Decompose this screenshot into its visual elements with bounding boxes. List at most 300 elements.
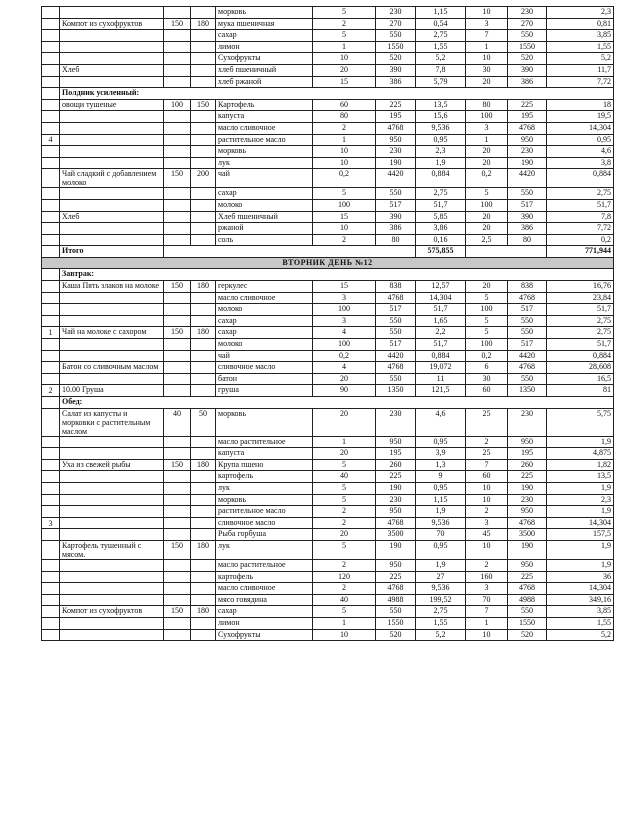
table-row [42,408,614,436]
price-small-cell: 550 [376,315,416,327]
price-small-cell: 80 [376,234,416,246]
cost-large-cell: 7,72 [547,223,614,235]
dish-name-cell [60,436,164,448]
price-small-cell: 190 [376,482,416,494]
dish-name-cell [60,53,164,65]
cost-large-cell: 19,5 [547,111,614,123]
brutto-small-cell: 5 [313,482,376,494]
brutto-large-cell: 0,2 [466,169,508,188]
price-small-cell: 190 [376,157,416,169]
total-small: 575,855 [416,246,466,258]
brutto-small-cell: 15 [313,76,376,88]
cost-large-cell: 3,85 [547,606,614,618]
brutto-large-cell: 70 [466,594,508,606]
output-large-cell [191,64,216,76]
brutto-small-cell: 40 [313,471,376,483]
price-small-cell: 230 [376,146,416,158]
day-number-cell [42,292,60,304]
ingredient-cell: геркулес [216,281,313,293]
ingredient-cell: сахар [216,30,313,42]
cost-small-cell: 11 [416,373,466,385]
price-small-cell: 195 [376,111,416,123]
output-small-cell: 150 [164,18,191,30]
cost-large-cell: 5,75 [547,408,614,436]
price-large-cell: 550 [508,315,547,327]
day-number-cell [42,111,60,123]
ingredient-cell: растительное масло [216,134,313,146]
menu-cost-table [41,6,614,641]
table-row [42,339,614,351]
table-row [42,362,614,374]
cost-small-cell: 0,884 [416,169,466,188]
table-row [42,30,614,42]
day-number-cell [42,529,60,541]
cost-small-cell: 1,3 [416,459,466,471]
total-large: 771,944 [547,246,614,258]
price-large-cell: 386 [508,223,547,235]
ingredient-cell: Хлеб пшеничный [216,211,313,223]
brutto-small-cell: 1 [313,41,376,53]
price-small-cell: 386 [376,76,416,88]
cost-small-cell: 9,536 [416,583,466,595]
price-large-cell: 230 [508,494,547,506]
price-small-cell: 260 [376,459,416,471]
section-row [42,269,614,281]
cost-small-cell: 0,95 [416,134,466,146]
table-row [42,64,614,76]
dish-name-cell [60,234,164,246]
brutto-small-cell: 20 [313,373,376,385]
price-large-cell: 520 [508,629,547,641]
day-number-cell [42,606,60,618]
output-small-cell [164,471,191,483]
output-large-cell [191,471,216,483]
output-small-cell [164,506,191,518]
day-number-cell [42,281,60,293]
price-large-cell: 550 [508,327,547,339]
brutto-large-cell: 10 [466,540,508,559]
output-small-cell [164,146,191,158]
brutto-small-cell: 4 [313,327,376,339]
output-large-cell [191,594,216,606]
price-small-cell: 517 [376,199,416,211]
brutto-small-cell: 60 [313,99,376,111]
cost-small-cell: 2,75 [416,188,466,200]
ingredient-cell: морковь [216,408,313,436]
price-small-cell: 225 [376,99,416,111]
day-number-cell [42,41,60,53]
cost-large-cell: 14,304 [547,122,614,134]
ingredient-cell: мука пшеничная [216,18,313,30]
brutto-large-cell: 20 [466,223,508,235]
price-large-cell: 4768 [508,292,547,304]
output-small-cell [164,448,191,460]
dish-name-cell [60,494,164,506]
day-number-cell [42,246,60,258]
ingredient-cell: батон [216,373,313,385]
price-small-cell: 520 [376,629,416,641]
output-large-cell: 180 [191,18,216,30]
price-small-cell: 3500 [376,529,416,541]
brutto-small-cell: 5 [313,494,376,506]
dish-name-cell [60,594,164,606]
dish-name-cell [60,339,164,351]
output-large-cell [191,304,216,316]
dish-name-cell [60,471,164,483]
brutto-large-cell: 10 [466,494,508,506]
brutto-small-cell: 10 [313,146,376,158]
cost-small-cell: 121,5 [416,385,466,397]
table-row [42,494,614,506]
brutto-large-cell: 60 [466,471,508,483]
brutto-large-cell: 30 [466,373,508,385]
output-small-cell [164,583,191,595]
cost-large-cell: 1,9 [547,436,614,448]
ingredient-cell: соль [216,234,313,246]
cost-large-cell: 2,75 [547,327,614,339]
cost-small-cell: 0,884 [416,350,466,362]
output-large-cell: 180 [191,281,216,293]
brutto-large-cell: 160 [466,571,508,583]
cost-large-cell: 7,72 [547,76,614,88]
dish-name-cell [60,41,164,53]
price-small-cell: 550 [376,188,416,200]
brutto-large-cell: 3 [466,18,508,30]
dish-name-cell [60,223,164,235]
brutto-small-cell: 10 [313,53,376,65]
brutto-large-cell: 7 [466,606,508,618]
brutto-small-cell: 100 [313,339,376,351]
ingredient-cell: масло сливочное [216,292,313,304]
cost-small-cell: 1,55 [416,41,466,53]
brutto-large-cell: 5 [466,327,508,339]
day-number-cell: 1 [42,327,60,339]
price-large-cell: 195 [508,111,547,123]
cost-small-cell: 9,536 [416,122,466,134]
day-number-cell [42,559,60,571]
table-row [42,606,614,618]
price-small-cell: 4768 [376,517,416,529]
price-small-cell: 950 [376,436,416,448]
dish-name-cell [60,373,164,385]
output-small-cell [164,223,191,235]
brutto-large-cell: 20 [466,281,508,293]
dish-name-cell: Каша Пять злаков на молоке [60,281,164,293]
cost-large-cell: 11,7 [547,64,614,76]
price-large-cell: 550 [508,30,547,42]
output-small-cell [164,559,191,571]
output-large-cell [191,529,216,541]
price-large-cell: 225 [508,571,547,583]
brutto-small-cell: 10 [313,157,376,169]
price-small-cell: 1550 [376,617,416,629]
ingredient-cell: лук [216,157,313,169]
ingredient-cell: ржаной [216,223,313,235]
output-large-cell: 180 [191,459,216,471]
price-large-cell: 390 [508,211,547,223]
day-number-cell [42,53,60,65]
brutto-large-cell: 45 [466,529,508,541]
output-small-cell [164,211,191,223]
day-number-cell [42,223,60,235]
brutto-large-cell: 7 [466,459,508,471]
output-large-cell [191,111,216,123]
price-large-cell: 230 [508,7,547,19]
price-large-cell: 4768 [508,122,547,134]
ingredient-cell: Сухофрукты [216,53,313,65]
output-large-cell [191,41,216,53]
brutto-small-cell: 90 [313,385,376,397]
brutto-small-cell: 5 [313,606,376,618]
cost-small-cell: 51,7 [416,339,466,351]
ingredient-cell: масло растительное [216,436,313,448]
brutto-small-cell: 1 [313,436,376,448]
price-large-cell: 260 [508,459,547,471]
brutto-large-cell: 5 [466,188,508,200]
brutto-large-cell: 25 [466,408,508,436]
output-small-cell [164,157,191,169]
cost-small-cell: 70 [416,529,466,541]
table-row [42,146,614,158]
output-large-cell [191,494,216,506]
output-small-cell [164,199,191,211]
cost-small-cell: 2,3 [416,146,466,158]
cost-small-cell: 0,95 [416,436,466,448]
output-large-cell [191,559,216,571]
price-large-cell: 225 [508,99,547,111]
brutto-small-cell: 120 [313,571,376,583]
dish-name-cell [60,146,164,158]
table-row [42,41,614,53]
cost-large-cell: 2,3 [547,7,614,19]
output-large-cell [191,157,216,169]
brutto-small-cell: 15 [313,211,376,223]
output-large-cell [191,53,216,65]
dish-name-cell [60,134,164,146]
price-small-cell: 270 [376,18,416,30]
cost-large-cell: 1,9 [547,506,614,518]
brutto-small-cell: 5 [313,540,376,559]
output-small-cell [164,571,191,583]
output-large-cell [191,315,216,327]
output-large-cell [191,76,216,88]
dish-name-cell: Уха из свежей рыбы [60,459,164,471]
output-large-cell [191,506,216,518]
cost-small-cell: 5,2 [416,629,466,641]
brutto-large-cell: 100 [466,111,508,123]
brutto-large-cell: 3 [466,517,508,529]
output-small-cell [164,594,191,606]
section-title: Завтрак: [60,269,614,281]
table-row [42,471,614,483]
output-large-cell [191,30,216,42]
output-large-cell [191,385,216,397]
cost-small-cell: 2,75 [416,30,466,42]
table-row [42,436,614,448]
brutto-small-cell: 20 [313,64,376,76]
brutto-large-cell: 20 [466,76,508,88]
table-row [42,617,614,629]
brutto-small-cell: 80 [313,111,376,123]
cost-large-cell: 1,9 [547,482,614,494]
price-large-cell: 1550 [508,41,547,53]
cost-large-cell: 1,55 [547,41,614,53]
price-large-cell: 190 [508,157,547,169]
dish-name-cell [60,559,164,571]
dish-name-cell: Чай на молоке с сахором [60,327,164,339]
total-label: Итого [60,246,164,258]
output-small-cell [164,292,191,304]
output-large-cell [191,482,216,494]
cost-large-cell: 28,608 [547,362,614,374]
brutto-small-cell: 5 [313,30,376,42]
dish-name-cell [60,315,164,327]
day-number-cell [42,88,60,100]
table-row [42,540,614,559]
output-large-cell [191,617,216,629]
price-large-cell: 950 [508,559,547,571]
cost-large-cell: 0,2 [547,234,614,246]
brutto-large-cell: 2 [466,436,508,448]
price-large-cell: 838 [508,281,547,293]
output-small-cell [164,76,191,88]
cost-small-cell: 9,536 [416,517,466,529]
day-number-cell [42,629,60,641]
price-large-cell: 386 [508,76,547,88]
output-large-cell [191,362,216,374]
day-number-cell [42,99,60,111]
price-large-cell: 550 [508,188,547,200]
table-row [42,315,614,327]
output-small-cell: 150 [164,281,191,293]
cost-small-cell: 0,54 [416,18,466,30]
table-body [42,7,614,641]
brutto-large-cell: 1 [466,617,508,629]
ingredient-cell: картофель [216,571,313,583]
brutto-small-cell: 10 [313,223,376,235]
price-small-cell: 4768 [376,583,416,595]
brutto-large-cell: 20 [466,157,508,169]
output-large-cell [191,188,216,200]
price-small-cell: 950 [376,506,416,518]
cost-small-cell: 1,15 [416,494,466,506]
ingredient-cell: морковь [216,7,313,19]
ingredient-cell: чай [216,350,313,362]
price-small-cell: 230 [376,7,416,19]
day-number-cell [42,408,60,436]
price-small-cell: 230 [376,494,416,506]
brutto-large-cell: 5 [466,292,508,304]
output-large-cell [191,134,216,146]
brutto-small-cell: 100 [313,304,376,316]
cost-large-cell: 1,82 [547,459,614,471]
day-number-cell [42,339,60,351]
table-row [42,122,614,134]
cost-large-cell: 13,5 [547,471,614,483]
section-row [42,397,614,409]
table-row [42,211,614,223]
brutto-large-cell: 20 [466,211,508,223]
output-small-cell [164,373,191,385]
cost-small-cell: 4,6 [416,408,466,436]
ingredient-cell: сахар [216,606,313,618]
output-small-cell [164,30,191,42]
cost-small-cell: 0,95 [416,482,466,494]
day-number-cell [42,157,60,169]
brutto-large-cell: 80 [466,99,508,111]
brutto-large-cell: 30 [466,64,508,76]
table-row [42,583,614,595]
dish-name-cell: 10.00 Груша [60,385,164,397]
brutto-large-cell: 0,2 [466,350,508,362]
dish-name-cell: Компот из сухофруктов [60,18,164,30]
output-small-cell [164,304,191,316]
cost-large-cell: 16,5 [547,373,614,385]
dish-name-cell [60,7,164,19]
day-number-cell [42,304,60,316]
cost-large-cell: 157,5 [547,529,614,541]
output-small-cell [164,111,191,123]
cost-large-cell: 0,81 [547,18,614,30]
cost-large-cell: 2,75 [547,315,614,327]
ingredient-cell: молоко [216,199,313,211]
price-large-cell: 270 [508,18,547,30]
cost-large-cell: 5,2 [547,53,614,65]
table-row [42,529,614,541]
day-number-cell [42,362,60,374]
table-row [42,448,614,460]
day-number-cell [42,571,60,583]
ingredient-cell: хлеб ржаной [216,76,313,88]
day-header-title: ВТОРНИК ДЕНЬ №12 [42,257,614,269]
price-small-cell: 195 [376,448,416,460]
table-row [42,594,614,606]
brutto-small-cell: 20 [313,408,376,436]
cost-small-cell: 1,9 [416,506,466,518]
cost-small-cell: 51,7 [416,304,466,316]
dish-name-cell [60,292,164,304]
cost-large-cell: 14,304 [547,517,614,529]
output-large-cell [191,211,216,223]
day-number-cell [42,373,60,385]
day-number-cell [42,436,60,448]
ingredient-cell: лук [216,482,313,494]
dish-name-cell [60,448,164,460]
output-small-cell [164,629,191,641]
ingredient-cell: сахар [216,327,313,339]
ingredient-cell: молоко [216,304,313,316]
dish-name-cell: Компот из сухофруктов [60,606,164,618]
day-number-cell [42,471,60,483]
brutto-small-cell: 20 [313,529,376,541]
table-row [42,292,614,304]
dish-name-cell [60,157,164,169]
section-title: Полдник усиленный: [60,88,614,100]
brutto-small-cell: 3 [313,292,376,304]
brutto-large-cell: 2 [466,559,508,571]
day-number-cell [42,350,60,362]
brutto-small-cell: 0,2 [313,169,376,188]
brutto-large-cell: 10 [466,629,508,641]
output-large-cell [191,7,216,19]
ingredient-cell: растительное масло [216,506,313,518]
output-large-cell: 180 [191,540,216,559]
table-row [42,111,614,123]
price-small-cell: 550 [376,30,416,42]
day-number-cell [42,583,60,595]
cost-large-cell: 7,8 [547,211,614,223]
price-large-cell: 3500 [508,529,547,541]
